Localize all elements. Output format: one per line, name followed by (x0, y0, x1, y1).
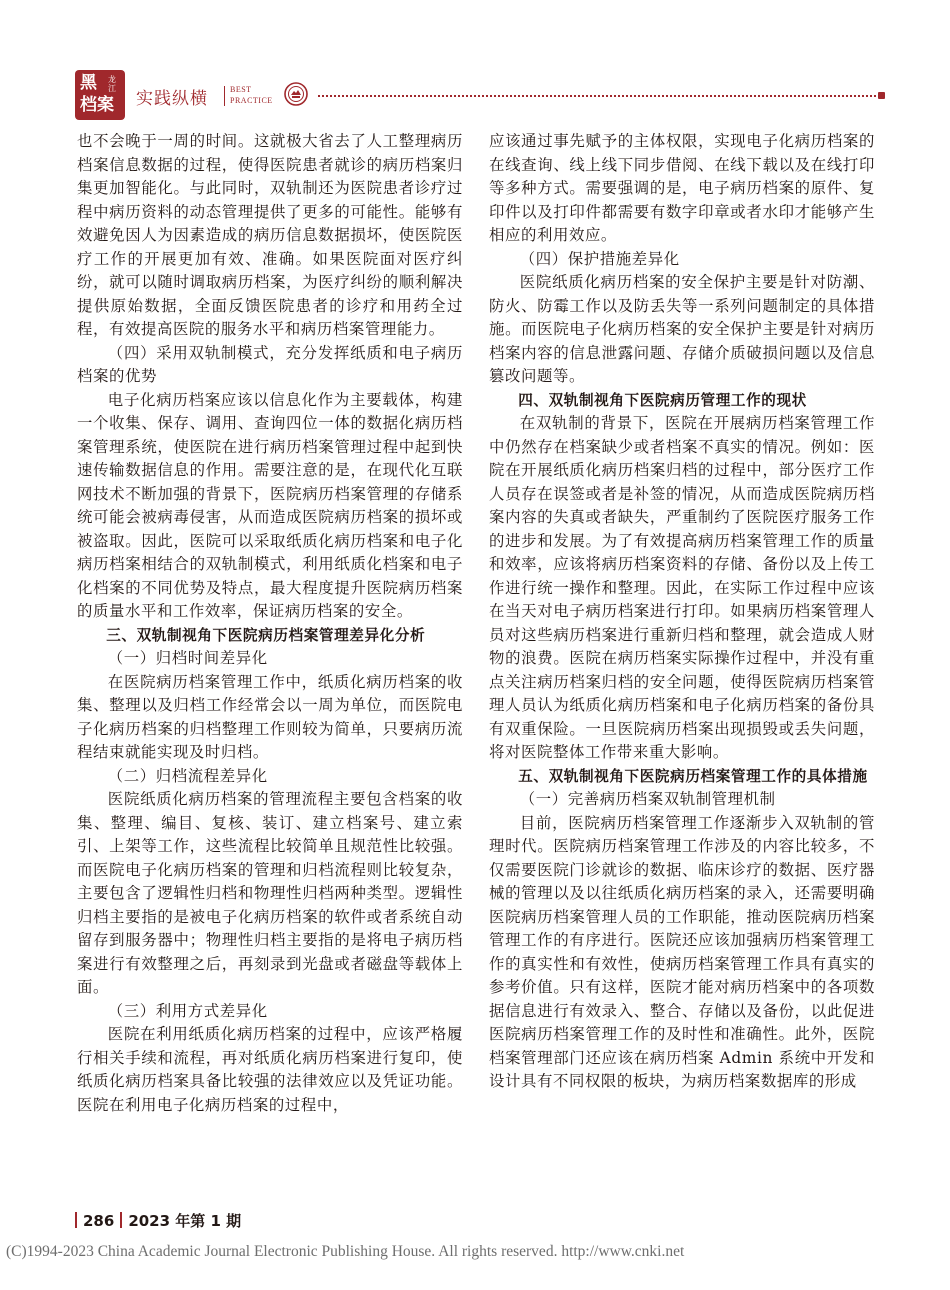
page-footer (75, 1210, 241, 1232)
subsection-heading: （一）完善病历档案双轨制管理机制 (519, 790, 776, 808)
subsection-heading: （二）归档流程差异化 (107, 766, 268, 785)
paragraph: 在医院病历档案管理工作中，纸质化病历档案的收集、整理以及归档工作经常会以一周为单位，而医院电子化病历档案的归档整理工作则较为简单，只要病历流程结束就能实现及时归档。 (77, 672, 463, 761)
subsection-heading: （四）保护措施差异化 (519, 249, 680, 268)
header-rule-end-marker (878, 92, 885, 99)
logo-char-2: 档案 (80, 95, 114, 115)
column-title-divider (224, 86, 225, 106)
section-heading: 三、双轨制视角下医院病历档案管理差异化分析 (106, 626, 426, 644)
column-subtitle-line2: PRACTICE (230, 96, 273, 105)
logo-char-small: 龙江 (108, 75, 116, 93)
paragraph: 医院纸质化病历档案的管理流程主要包含档案的收集、整理、编目、复核、装订、建立档案号、建立索引、上架等工作，这些流程比较简单且规范性比较强。而医院电子化病历档案的管理和归档流程则比较复杂，主要包含了逻辑性归档和物理性归档两种类型。逻辑性归档主要指的是被电子化病历档案的软件或者系统自动留存到服务器中；物理性归档主要指的是将电子病历档案进行有效整理之后，再刻录到光盘或者磁盘等载体上面。 (77, 790, 463, 996)
issue-label: 2023 年第 1 期 (128, 1212, 242, 1230)
paragraph: 也不会晚于一周的时间。这就极大省去了人工整理病历档案信息数据的过程，使得医院患者就诊的病历档案归集更加智能化。与此同时，双轨制还为医院患者诊疗过程中病历资料的动态管理提供了更多的可能性。能够有效避免因人为因素造成的病历信息数据损坏，使医院医疗工作的开展更加有效、准确。如果医院面对医疗纠纷，就可以随时调取病历档案，为医疗纠纷的顺利解决提供原始数据，全面反馈医院患者的诊疗和用药全过程，有效提高医院的服务水平和病历档案管理能力。 (77, 132, 463, 338)
journal-logo (75, 70, 125, 120)
paragraph: 医院纸质化病历档案的安全保护主要是针对防潮、防火、防霉工作以及防丢失等一系列问题制定的具体措施。而医院电子化病历档案的安全保护主要是针对病历档案内容的信息泄露问题、存储介质破损问题以及信息篡改问题等。 (489, 273, 875, 385)
paragraph: 在双轨制的背景下，医院在开展病历档案管理工作中仍然存在档案缺少或者档案不真实的情况。例如：医院在开展纸质化病历档案归档的过程中，部分医疗工作人员存在误签或者是补签的情况，从而造成医院病历档案内容的失真或者缺失，严重制约了医院医疗服务工作的进步和发展。为了有效提高病历档案管理工作的质量和效率，应该将病历档案资料的存储、备份以及上传工作进行统一操作和整理。因此，在实际工作过程中应该在当天对电子病历档案进行打印。如果病历档案管理人员对这些病历档案进行重新归档和整理，就会造成人财物的浪费。医院在病历档案实际操作过程中，并没有重点关注病历档案归档的安全问题，使得医院病历档案管理人员认为纸质化病历档案和电子化病历档案的备份具有双重保险。一旦医院病历档案出现损毁或丢失问题，将对医院整体工作带来重大影响。 (489, 414, 875, 761)
paragraph: 应该通过事先赋予的主体权限，实现电子化病历档案的在线查询、线上线下同步借阅、在线下载以及在线打印等多种方式。需要强调的是，电子病历档案的原件、复印件以及打印件都需要有数字印章或者水印才能够产生相应的利用效应。 (489, 132, 875, 244)
footer-bar (75, 1212, 77, 1228)
copyright-notice: (C)1994-2023 China Academic Journal Electronic Publishing House. All rights reserved. http://www.cnki.net (6, 1243, 685, 1260)
subsection-heading: （一）归档时间差异化 (107, 649, 268, 667)
page-number: 286 (83, 1212, 115, 1230)
logo-char-1: 黑 (80, 73, 97, 93)
column-subtitle (230, 84, 273, 106)
seal-emblem-icon (284, 82, 308, 106)
right-text-column (489, 130, 875, 1094)
page-header (70, 66, 880, 124)
subsection-heading: （四）采用双轨制模式，充分发挥纸质和电子病历档案的优势 (77, 343, 463, 385)
paragraph: 医院在利用纸质化病历档案的过程中，应该严格履行相关手续和流程，再对纸质化病历档案进行复印，使纸质化病历档案具备比较强的法律效应以及凭证功能。医院在利用电子化病历档案的过程中， (77, 1025, 463, 1114)
footer-bar (120, 1212, 122, 1228)
section-heading: 四、双轨制视角下医院病历管理工作的现状 (518, 391, 807, 409)
paragraph: 电子化病历档案应该以信息化作为主要载体，构建一个收集、保存、调用、查询四位一体的数据化病历档案管理系统，使医院在进行病历档案管理过程中起到快速传输数据信息的作用。需要注意的是，在现代化互联网技术不断加强的背景下，医院病历档案管理的存储系统可能会被病毒侵害，从而造成医院病历档案的损坏或被盗取。因此，医院可以采取纸质化病历档案和电子化病历档案相结合的双轨制模式，利用纸质化档案和电子化档案的不同优势及特点，最大程度提升医院病历档案的质量水平和工作效率，保证病历档案的安全。 (77, 390, 463, 620)
column-subtitle-line1: BEST (230, 85, 252, 94)
left-text-column (77, 130, 463, 1117)
section-heading: 五、双轨制视角下医院病历档案管理工作的具体措施 (518, 767, 868, 785)
subsection-heading: （三）利用方式差异化 (107, 1001, 268, 1020)
column-title: 实践纵横 (136, 89, 208, 109)
header-dotted-rule (318, 95, 880, 97)
paragraph: 目前，医院病历档案管理工作逐渐步入双轨制的管理时代。医院病历档案管理工作涉及的内容比较多，不仅需要医院门诊就诊的数据、临床诊疗的数据、医疗器械的管理以及以往纸质化病历档案的录入，还需要明确医院病历档案管理人员的工作职能，推动医院病历档案管理工作的有序进行。医院还应该加强病历档案管理工作的真实性和有效性，使病历档案管理工作具有真实的参考价值。只有这样，医院才能对病历档案中的各项数据信息进行有效录入、整合、存储以及备份，以此促进医院病历档案管理工作的及时性和准确性。此外，医院档案管理部门还应该在病历档案 Admin 系统中开发和设计具有不同权限的板块，为病历档案数据库的形成 (489, 813, 875, 1090)
